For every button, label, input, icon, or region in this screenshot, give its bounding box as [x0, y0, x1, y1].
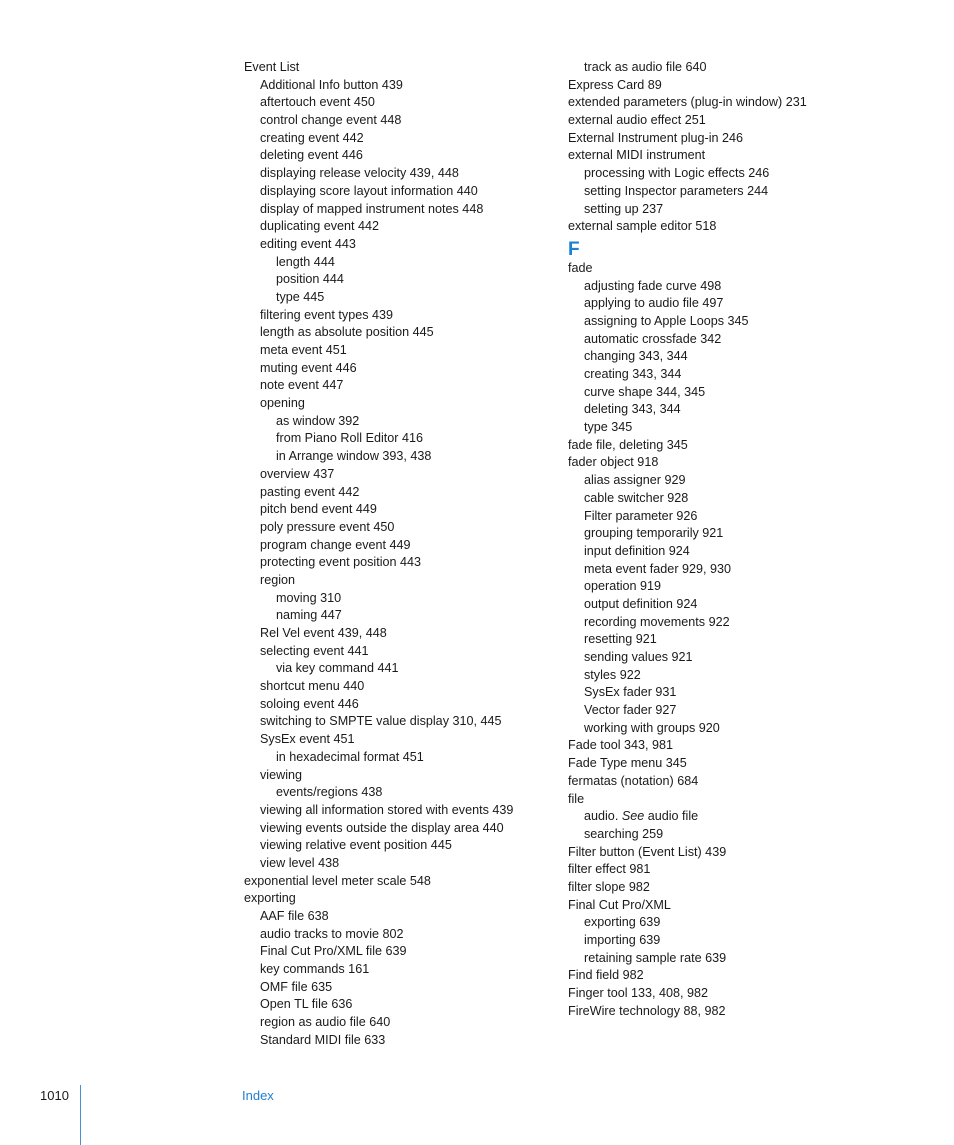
index-entry: switching to SMPTE value display 310, 445: [260, 714, 502, 729]
index-entry: creating event 442: [260, 130, 364, 145]
index-entry: Additional Info button 439: [260, 77, 403, 92]
index-entry: recording movements 922: [584, 614, 730, 629]
index-entry: soloing event 446: [260, 696, 359, 711]
index-entry: position 444: [276, 272, 344, 287]
index-entry: moving 310: [276, 590, 342, 605]
index-entry: length as absolute position 445: [260, 325, 434, 340]
index-entry: Filter parameter 926: [584, 508, 698, 523]
index-entry: Find field 982: [568, 968, 644, 983]
index-entry: working with groups 920: [584, 720, 720, 735]
index-entry: duplicating event 442: [260, 219, 380, 234]
index-entry: Standard MIDI file 633: [260, 1032, 386, 1047]
index-entry: external MIDI instrument: [568, 148, 706, 163]
index-entry: length 444: [276, 254, 335, 269]
index-entry: external audio effect 251: [568, 113, 706, 128]
index-column-left: [244, 59, 554, 1050]
index-entry: Open TL file 636: [260, 997, 353, 1012]
index-entry: external sample editor 518: [568, 219, 717, 234]
footer-section-label: Index: [242, 1088, 274, 1103]
index-entry: output definition 924: [584, 596, 698, 611]
index-entry: protecting event position 443: [260, 555, 422, 570]
index-entry: fade: [568, 260, 593, 275]
index-entry: OMF file 635: [260, 979, 333, 994]
index-column-right: [568, 59, 858, 1020]
index-entry: from Piano Roll Editor 416: [276, 431, 423, 446]
index-entry: creating 343, 344: [584, 367, 682, 381]
index-entry: sending values 921: [584, 650, 693, 664]
index-entry: selecting event 441: [260, 643, 369, 658]
index-entry: Filter button (Event List) 439: [568, 844, 727, 859]
page-number: 1010: [40, 1088, 69, 1103]
index-entry: SysEx fader 931: [584, 685, 677, 700]
index-entry: overview 437: [260, 466, 335, 481]
index-entry: importing 639: [584, 933, 661, 947]
index-entry: Final Cut Pro/XML: [568, 897, 671, 912]
index-entry: Final Cut Pro/XML file 639: [260, 944, 407, 959]
index-entry: as window 392: [276, 413, 360, 428]
index-entry: input definition 924: [584, 543, 690, 558]
index-entry: file: [568, 791, 585, 806]
index-entry: naming 447: [276, 608, 342, 623]
index-entry: control change event 448: [260, 113, 402, 128]
index-entry: curve shape 344, 345: [584, 384, 706, 399]
index-entry: Fade Type menu 345: [568, 756, 687, 771]
index-entry: exporting 639: [584, 915, 661, 930]
index-entry: view level 438: [260, 855, 340, 870]
index-entry: exponential level meter scale 548: [244, 873, 431, 888]
index-entry: adjusting fade curve 498: [584, 278, 722, 293]
see-reference: See: [621, 809, 645, 824]
index-entry: grouping temporarily 921: [584, 526, 724, 541]
index-entry: audio tracks to movie 802: [260, 926, 404, 941]
index-entry: cable switcher 928: [584, 490, 689, 505]
index-entry: deleting event 446: [260, 148, 363, 163]
index-entry: display of mapped instrument notes 448: [260, 201, 484, 216]
index-entry: type 345: [584, 420, 633, 435]
index-entry: deleting 343, 344: [584, 402, 681, 417]
index-entry: Express Card 89: [568, 77, 662, 92]
index-entry: region as audio file 640: [260, 1015, 391, 1030]
index-entry: Finger tool 133, 408, 982: [568, 986, 709, 1001]
index-entry: Fade tool 343, 981: [568, 738, 674, 753]
index-entry: fermatas (notation) 684: [568, 773, 699, 788]
index-entry: [568, 808, 858, 826]
index-entry: displaying release velocity 439, 448: [260, 166, 459, 181]
index-entry: fade file, deleting 345: [568, 437, 688, 452]
index-entry: fader object 918: [568, 455, 659, 470]
index-entry: automatic crossfade 342: [584, 331, 722, 346]
index-entry: setting up 237: [584, 201, 664, 216]
index-entry: region: [260, 572, 296, 587]
index-entry: type 445: [276, 289, 325, 304]
index-entry: SysEx event 451: [260, 732, 355, 747]
index-entry: operation 919: [584, 579, 662, 594]
index-entry: AAF file 638: [260, 909, 329, 923]
index-entry: setting Inspector parameters 244: [584, 183, 769, 198]
index-entry: FireWire technology 88, 982: [568, 1003, 726, 1018]
index-entry: filtering event types 439: [260, 307, 394, 322]
index-entry: muting event 446: [260, 360, 357, 375]
index-entry: poly pressure event 450: [260, 519, 395, 534]
index-entry: in Arrange window 393, 438: [276, 449, 432, 464]
index-entry: resetting 921: [584, 632, 657, 647]
index-entry: via key command 441: [276, 661, 399, 676]
index-entry: filter effect 981: [568, 862, 651, 877]
index-entry: exporting: [244, 891, 296, 906]
index-entry: retaining sample rate 639: [584, 950, 727, 965]
index-entry: key commands 161: [260, 962, 370, 977]
index-entry: alias assigner 929: [584, 473, 686, 488]
index-entry: searching 259: [584, 826, 664, 841]
index-entry: extended parameters (plug-in window) 231: [568, 95, 807, 110]
index-entry: styles 922: [584, 667, 641, 682]
index-entry: opening: [260, 396, 305, 411]
index-entry: note event 447: [260, 378, 344, 393]
section-letter-heading: F: [568, 238, 580, 260]
index-entry: aftertouch event 450: [260, 95, 375, 110]
index-entry: pitch bend event 449: [260, 502, 377, 517]
index-entry: filter slope 982: [568, 879, 650, 894]
index-entry: applying to audio file 497: [584, 296, 724, 311]
index-entry: assigning to Apple Loops 345: [584, 313, 749, 328]
index-entry: viewing: [260, 767, 302, 782]
entry-text: audio file: [644, 809, 699, 824]
index-entry: processing with Logic effects 246: [584, 166, 770, 181]
index-entry: viewing all information stored with events 439: [260, 802, 514, 817]
footer-divider: [80, 1085, 81, 1145]
index-entry: pasting event 442: [260, 484, 360, 499]
index-entry: meta event fader 929, 930: [584, 561, 732, 576]
index-entry: changing 343, 344: [584, 349, 688, 364]
index-entry: editing event 443: [260, 236, 356, 251]
index-entry: track as audio file 640: [584, 60, 707, 74]
index-entry: viewing events outside the display area 440: [260, 820, 504, 835]
index-entry: program change event 449: [260, 537, 411, 552]
index-entry: Vector fader 927: [584, 703, 677, 718]
index-group-f: [568, 260, 858, 1021]
index-entry: in hexadecimal format 451: [276, 749, 424, 764]
index-group-e-continued: [568, 59, 858, 236]
index-entry: External Instrument plug-in 246: [568, 130, 744, 145]
index-entry: displaying score layout information 440: [260, 183, 478, 198]
index-entry: events/regions 438: [276, 785, 383, 800]
index-entry: shortcut menu 440: [260, 679, 365, 694]
index-entry: meta event 451: [260, 343, 347, 357]
index-entry: Rel Vel event 439, 448: [260, 626, 387, 640]
index-entry: Event List: [244, 60, 300, 74]
index-entry: viewing relative event position 445: [260, 838, 452, 853]
entry-text: audio.: [584, 809, 622, 824]
